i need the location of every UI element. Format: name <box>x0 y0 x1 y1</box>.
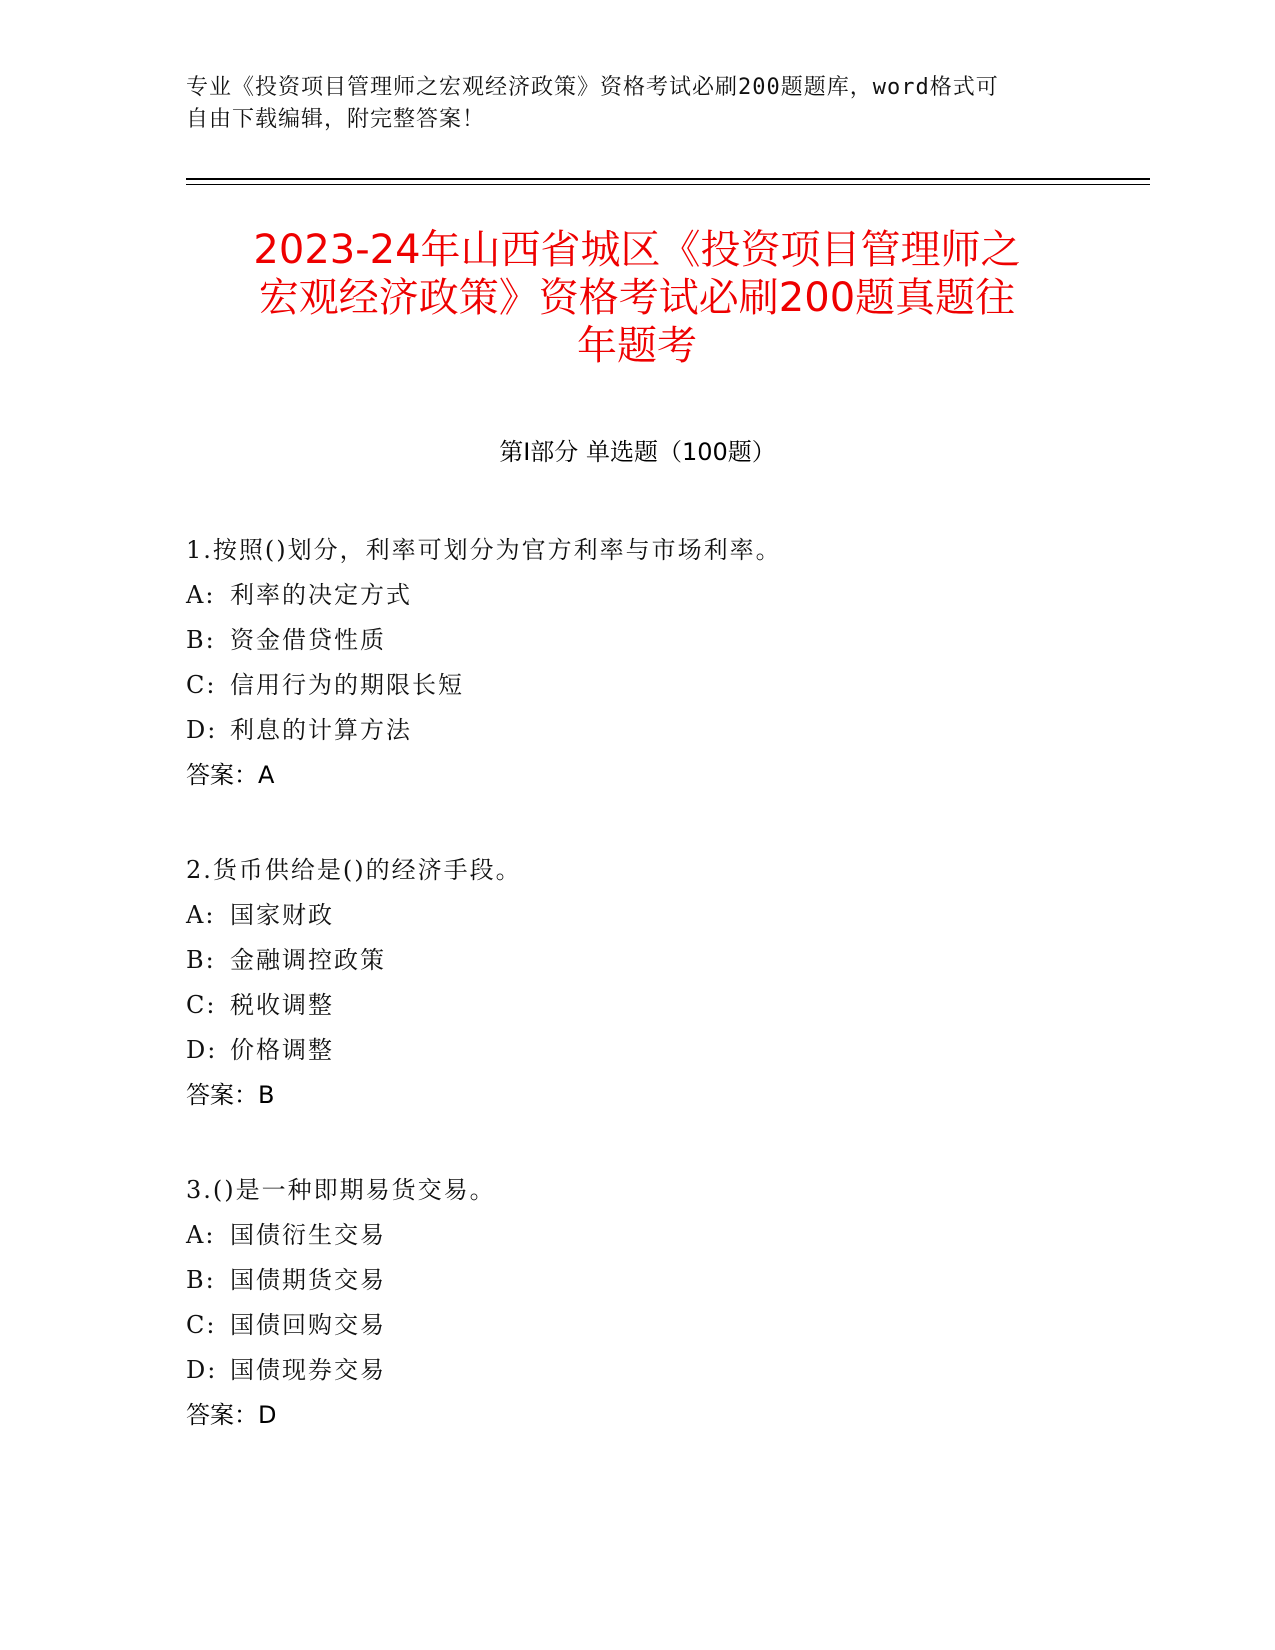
option-c <box>186 663 1086 708</box>
title-line-2: 宏观经济政策》资格考试必刷200题真题往 <box>258 275 1016 321</box>
option-text: 信用行为的期限长短 <box>230 671 464 699</box>
option-c <box>186 1303 1086 1348</box>
option-c <box>186 983 1086 1028</box>
option-text: 国债衍生交易 <box>230 1221 386 1249</box>
option-b <box>186 618 1086 663</box>
option-b <box>186 1258 1086 1303</box>
option-text: 税收调整 <box>230 991 334 1019</box>
option-letter: A: <box>186 901 216 929</box>
option-text: 国债期货交易 <box>230 1266 386 1294</box>
header-note-line-2: 自由下载编辑，附完整答案！ <box>186 107 486 132</box>
question-list <box>186 528 1086 1438</box>
option-text: 国家财政 <box>230 901 334 929</box>
option-text: 金融调控政策 <box>230 946 386 974</box>
option-letter: A: <box>186 1221 216 1249</box>
option-a <box>186 893 1086 938</box>
title-line-1: 2023-24年山西省城区《投资项目管理师之 <box>253 227 1021 273</box>
answer-line: 答案：B <box>186 1081 275 1109</box>
option-d <box>186 708 1086 753</box>
option-letter: B: <box>186 626 216 654</box>
option-text: 资金借贷性质 <box>230 626 386 654</box>
question-2 <box>186 848 1086 1118</box>
header-rule-thin <box>186 184 1150 185</box>
option-text: 利率的决定方式 <box>230 581 412 609</box>
answer-line: 答案：A <box>186 761 275 789</box>
option-letter: C: <box>186 1311 217 1339</box>
option-text: 利息的计算方法 <box>230 716 412 744</box>
question-3 <box>186 1168 1086 1438</box>
question-1 <box>186 528 1086 798</box>
header-note-line-1: 专业《投资项目管理师之宏观经济政策》资格考试必刷200题题库，word格式可 <box>186 75 999 100</box>
option-letter: B: <box>186 946 216 974</box>
header-rule-thick <box>186 178 1150 180</box>
question-text: 1.按照()划分，利率可划分为官方利率与市场利率。 <box>186 536 782 564</box>
option-a <box>186 1213 1086 1258</box>
option-a <box>186 573 1086 618</box>
option-letter: C: <box>186 671 217 699</box>
option-text: 国债现券交易 <box>230 1356 386 1384</box>
option-b <box>186 938 1086 983</box>
document-title <box>186 226 1088 370</box>
option-letter: D: <box>186 1356 218 1384</box>
question-text: 2.货币供给是()的经济手段。 <box>186 856 522 884</box>
option-letter: B: <box>186 1266 216 1294</box>
question-spacer <box>186 1118 1086 1168</box>
option-letter: D: <box>186 716 218 744</box>
option-letter: A: <box>186 581 216 609</box>
title-line-3: 年题考 <box>577 323 697 369</box>
option-d <box>186 1028 1086 1073</box>
option-d <box>186 1348 1086 1393</box>
answer-line: 答案：D <box>186 1401 277 1429</box>
option-letter: C: <box>186 991 217 1019</box>
header-note <box>186 72 1066 136</box>
section-heading: 第I部分 单选题（100题） <box>499 438 776 466</box>
question-spacer <box>186 798 1086 848</box>
question-text: 3.()是一种即期易货交易。 <box>186 1176 496 1204</box>
option-text: 价格调整 <box>230 1036 334 1064</box>
option-letter: D: <box>186 1036 218 1064</box>
option-text: 国债回购交易 <box>230 1311 386 1339</box>
